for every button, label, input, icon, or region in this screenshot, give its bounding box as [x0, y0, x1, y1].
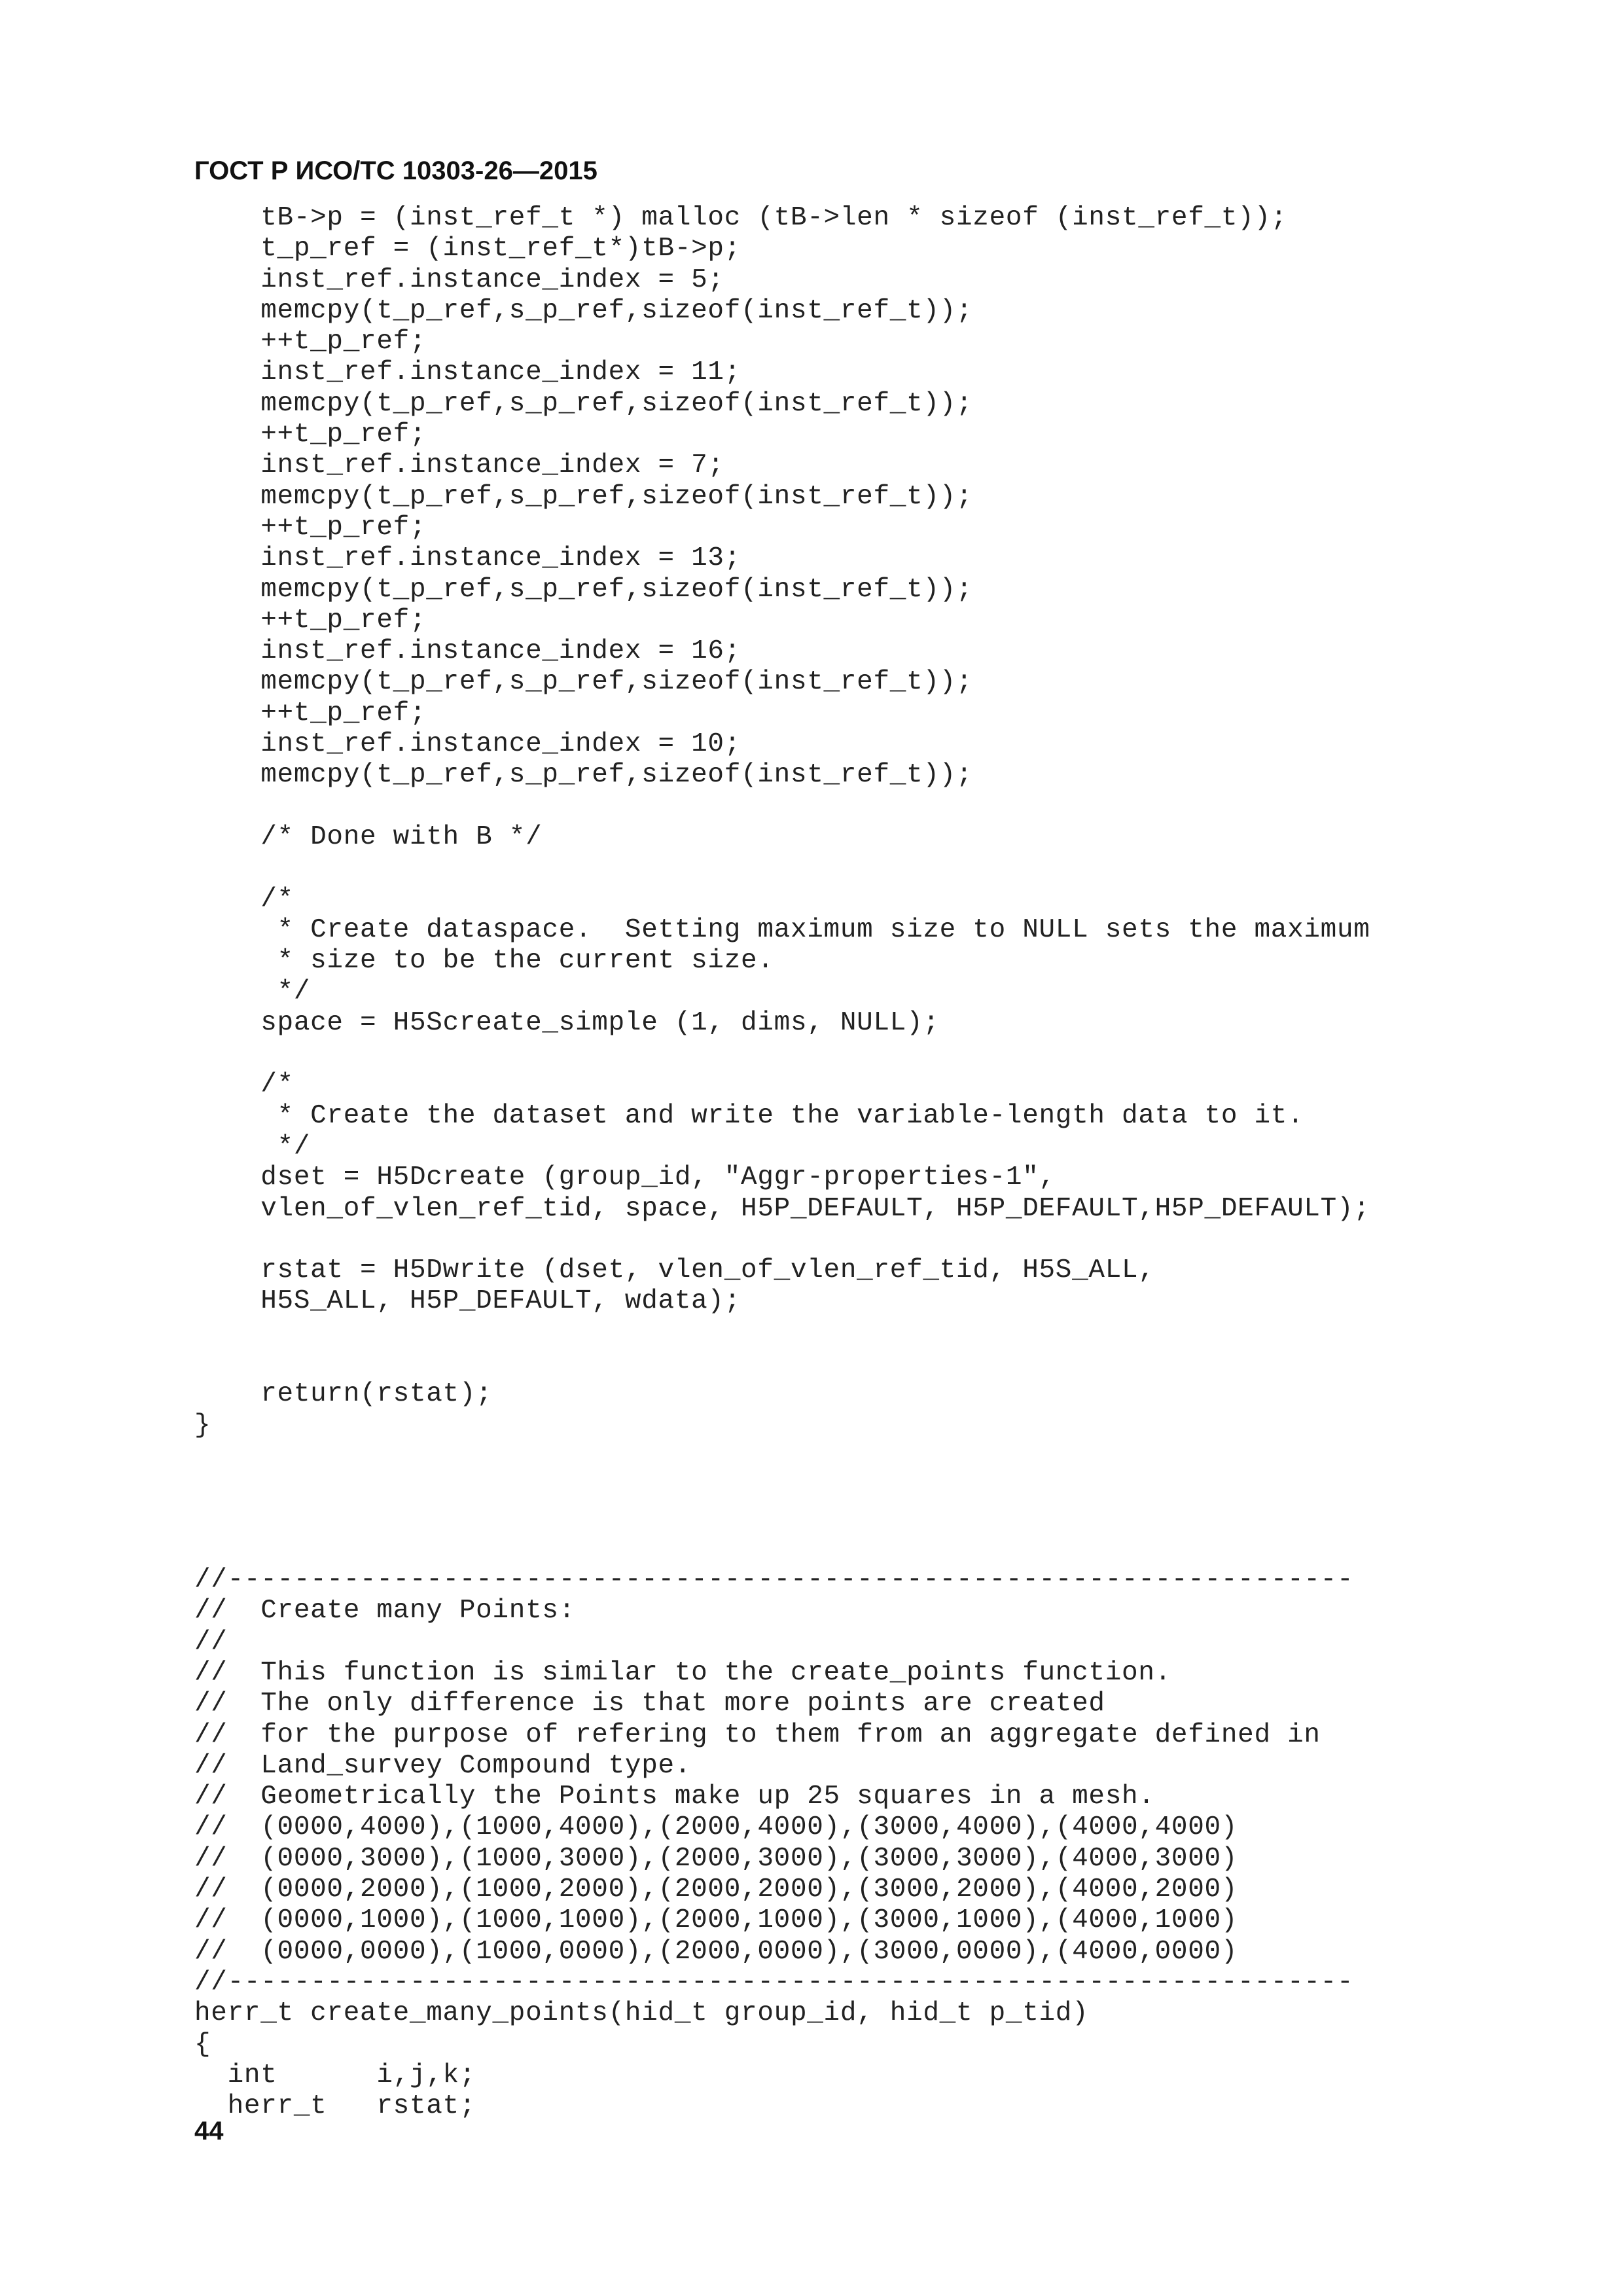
- code-line: rstat = H5Dwrite (dset, vlen_of_vlen_ref_tid, H5S_ALL,: [194, 1255, 1155, 1286]
- code-line: [194, 853, 1370, 884]
- code-line: inst_ref.instance_index = 7;: [194, 450, 724, 481]
- code-line: ++t_p_ref;: [194, 512, 427, 543]
- code-line: * size to be the current size.: [194, 946, 774, 977]
- code-line: // This function is similar to the create_points function.: [194, 1657, 1171, 1688]
- code-line: memcpy(t_p_ref,s_p_ref,sizeof(inst_ref_t));: [194, 388, 973, 419]
- code-line: inst_ref.instance_index = 11;: [194, 357, 741, 388]
- code-line: // Geometrically the Points make up 25 squares in a mesh.: [194, 1782, 1155, 1812]
- code-line: memcpy(t_p_ref,s_p_ref,sizeof(inst_ref_t));: [194, 481, 973, 512]
- code-line: tB->p = (inst_ref_t *) malloc (tB->len * sizeof (inst_ref_t));: [194, 203, 1288, 233]
- code-line: return(rstat);: [194, 1379, 493, 1410]
- code-line: // for the purpose of refering to them from an aggregate defined in: [194, 1719, 1321, 1750]
- code-line: [194, 1039, 1370, 1069]
- code-line: // (0000,3000),(1000,3000),(2000,3000),(3000,3000),(4000,3000): [194, 1843, 1238, 1874]
- code-line: //--------------------------------------------------------------------: [194, 1565, 1354, 1596]
- code-line: // Land_survey Compound type.: [194, 1750, 692, 1781]
- code-line: inst_ref.instance_index = 10;: [194, 729, 741, 760]
- code-line: memcpy(t_p_ref,s_p_ref,sizeof(inst_ref_t));: [194, 760, 973, 791]
- code-line: space = H5Screate_simple (1, dims, NULL);: [194, 1007, 940, 1038]
- code-line: t_p_ref = (inst_ref_t*)tB->p;: [194, 234, 741, 264]
- code-line: vlen_of_vlen_ref_tid, space, H5P_DEFAULT, H5P_DEFAULT,H5P_DEFAULT);: [194, 1193, 1370, 1224]
- code-line: H5S_ALL, H5P_DEFAULT, wdata);: [194, 1286, 741, 1317]
- code-line: }: [194, 1410, 211, 1441]
- code-line: /*: [194, 1069, 294, 1100]
- code-line: [194, 791, 1370, 822]
- code-line: ++t_p_ref;: [194, 605, 427, 636]
- code-line: memcpy(t_p_ref,s_p_ref,sizeof(inst_ref_t));: [194, 295, 973, 326]
- code-line: // (0000,0000),(1000,0000),(2000,0000),(3000,0000),(4000,0000): [194, 1936, 1238, 1967]
- code-listing: [194, 203, 1370, 2122]
- page-number: 44: [194, 2117, 224, 2145]
- code-line: memcpy(t_p_ref,s_p_ref,sizeof(inst_ref_t));: [194, 574, 973, 605]
- code-line: */: [194, 1131, 311, 1162]
- code-line: * Create the dataset and write the variable-length data to it.: [194, 1100, 1304, 1131]
- code-line: herr_t rstat;: [194, 2091, 476, 2122]
- code-line: ++t_p_ref;: [194, 327, 427, 357]
- code-line: inst_ref.instance_index = 5;: [194, 264, 724, 295]
- code-line: * Create dataspace. Setting maximum size to NULL sets the maximum: [194, 914, 1370, 945]
- code-line: [194, 1503, 1370, 1534]
- code-line: /*: [194, 884, 294, 914]
- code-line: */: [194, 977, 311, 1007]
- code-line: dset = H5Dcreate (group_id, "Aggr-properties-1",: [194, 1162, 1056, 1193]
- code-line: [194, 1225, 1370, 1255]
- code-line: inst_ref.instance_index = 13;: [194, 543, 741, 574]
- code-line: int i,j,k;: [194, 2060, 476, 2090]
- code-line: //: [194, 1626, 228, 1657]
- code-line: [194, 1318, 1370, 1348]
- code-line: // (0000,4000),(1000,4000),(2000,4000),(3000,4000),(4000,4000): [194, 1812, 1238, 1843]
- code-line: ++t_p_ref;: [194, 420, 427, 450]
- code-line: [194, 1472, 1370, 1503]
- code-line: [194, 1441, 1370, 1472]
- code-line: {: [194, 2029, 211, 2060]
- code-line: // Create many Points:: [194, 1596, 575, 1626]
- code-line: [194, 1348, 1370, 1379]
- code-line: // (0000,2000),(1000,2000),(2000,2000),(3000,2000),(4000,2000): [194, 1874, 1238, 1905]
- code-line: inst_ref.instance_index = 16;: [194, 636, 741, 667]
- code-line: [194, 1534, 1370, 1565]
- code-line: memcpy(t_p_ref,s_p_ref,sizeof(inst_ref_t));: [194, 667, 973, 698]
- code-line: // The only difference is that more points are created: [194, 1689, 1105, 1719]
- code-line: ++t_p_ref;: [194, 698, 427, 728]
- document-header: ГОСТ Р ИСО/ТС 10303-26—2015: [194, 156, 597, 185]
- code-line: // (0000,1000),(1000,1000),(2000,1000),(3000,1000),(4000,1000): [194, 1905, 1238, 1936]
- code-line: /* Done with B */: [194, 821, 543, 852]
- code-line: //--------------------------------------------------------------------: [194, 1967, 1354, 1998]
- code-line: herr_t create_many_points(hid_t group_id, hid_t p_tid): [194, 1998, 1089, 2029]
